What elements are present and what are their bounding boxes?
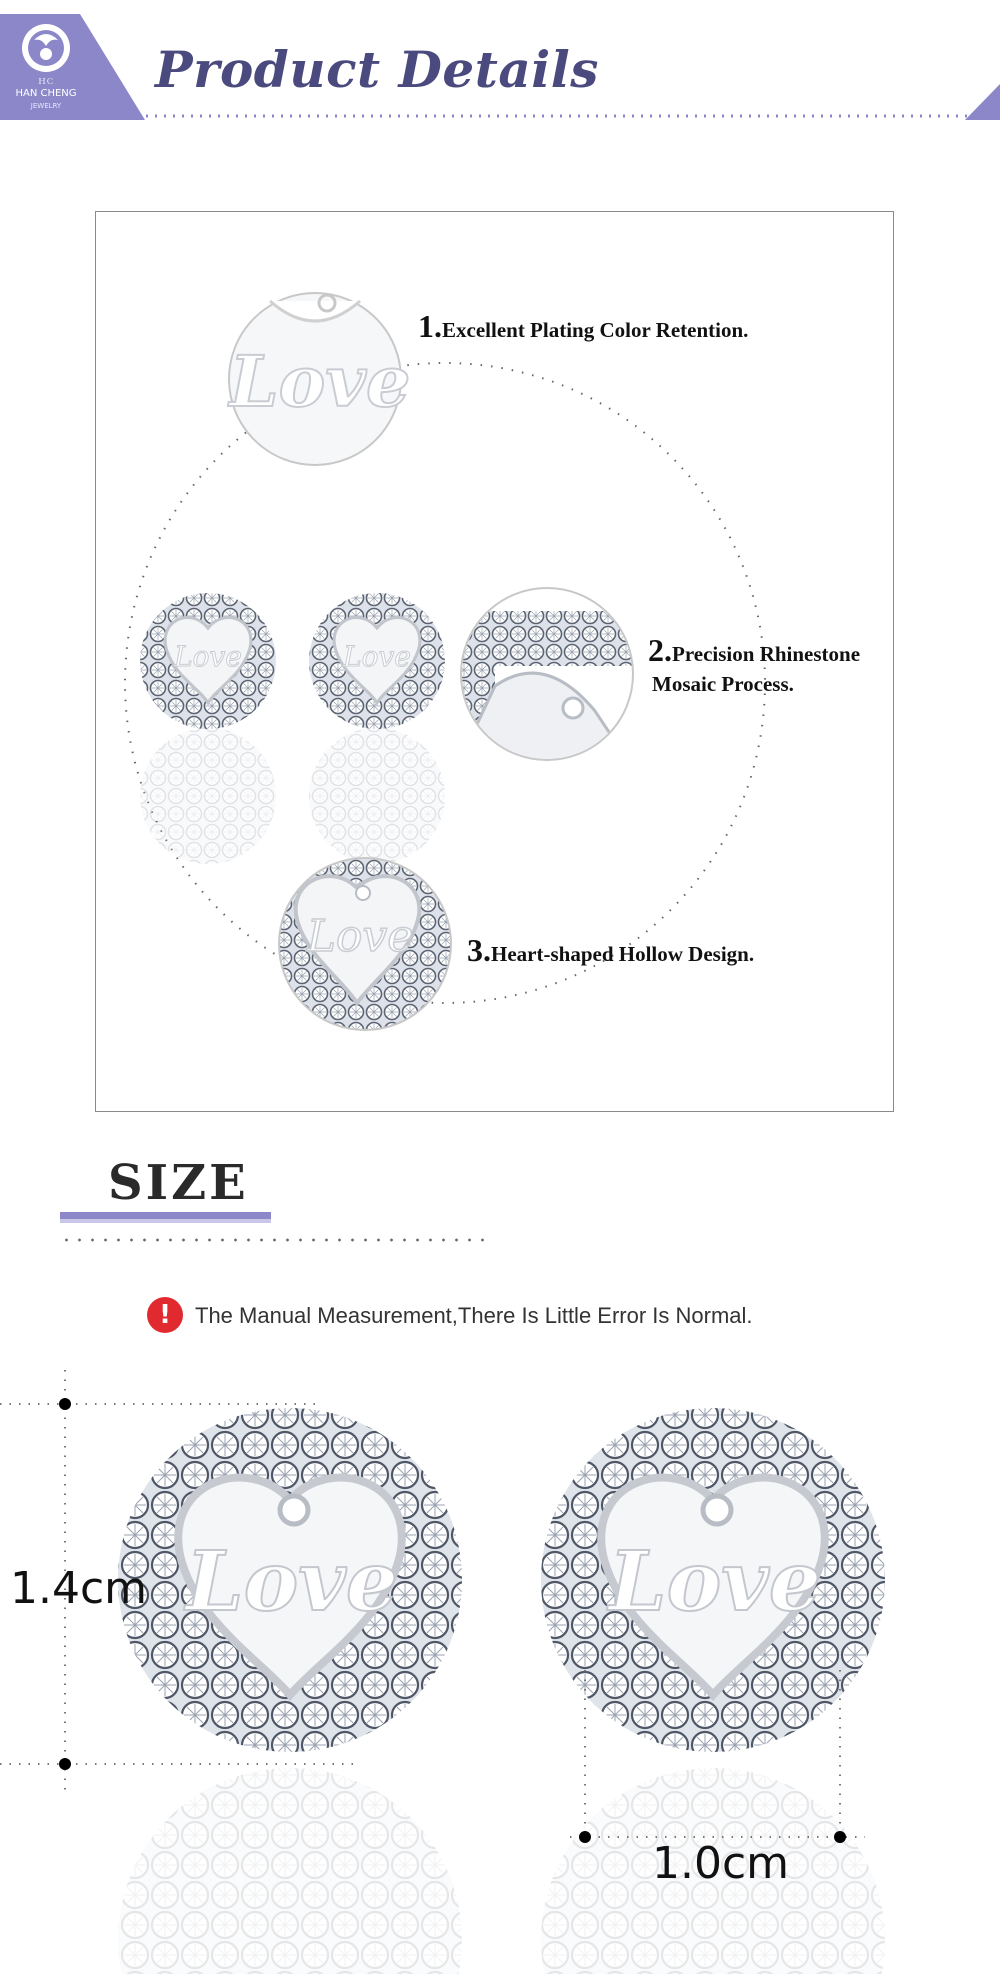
height-measurement: 1.4cm	[10, 1563, 148, 1614]
feature-3-number: 3.	[467, 932, 491, 968]
feature-1-number: 1.	[418, 308, 442, 344]
engraving-text: Love	[306, 911, 414, 962]
earring-large-left	[118, 1408, 462, 1752]
measurement-notice: The Manual Measurement,There Is Little Error Is Normal.	[195, 1303, 753, 1328]
engraving-text: Love	[174, 640, 242, 673]
detail-circle-rhinestone	[455, 588, 645, 771]
feature-2-line2: Mosaic Process.	[652, 672, 794, 696]
brand-subtitle: JEWELRY	[30, 102, 62, 110]
page-title: Product Details	[155, 40, 599, 99]
size-underline	[60, 1212, 271, 1219]
earring-large-right	[541, 1408, 885, 1752]
feature-2-text: Precision Rhinestone	[672, 642, 861, 666]
size-underline-light	[60, 1219, 271, 1223]
feature-1-text: Excellent Plating Color Retention.	[442, 318, 749, 342]
brand-name: HAN CHENG	[15, 88, 77, 99]
earring-large-left-reflection	[118, 1768, 462, 1974]
exclamation-icon: !	[147, 1297, 183, 1333]
engraving-text: Love	[343, 640, 411, 673]
detail-circle-heart	[279, 858, 451, 1030]
dotted-divider	[60, 1238, 490, 1242]
earring-right	[309, 593, 445, 729]
brand-mark: ＨＣ	[38, 77, 54, 86]
size-heading: SIZE	[108, 1155, 249, 1211]
earring-left-reflection	[140, 728, 276, 864]
feature-2	[648, 632, 860, 669]
feature-1	[418, 308, 748, 345]
brand-logo-icon	[22, 24, 70, 72]
size-illustration	[0, 1370, 1000, 1974]
detail-circle-plating	[227, 293, 410, 465]
engraving-text: Love	[185, 1534, 399, 1630]
earring-right-reflection	[309, 728, 445, 864]
feature-2-number: 2.	[648, 632, 672, 668]
engraving-text: Love	[608, 1534, 822, 1630]
feature-3-text: Heart-shaped Hollow Design.	[491, 942, 755, 966]
earring-left	[140, 593, 276, 729]
width-measurement: 1.0cm	[652, 1838, 790, 1889]
feature-3	[467, 932, 754, 969]
engraving-text: Love	[229, 340, 411, 423]
